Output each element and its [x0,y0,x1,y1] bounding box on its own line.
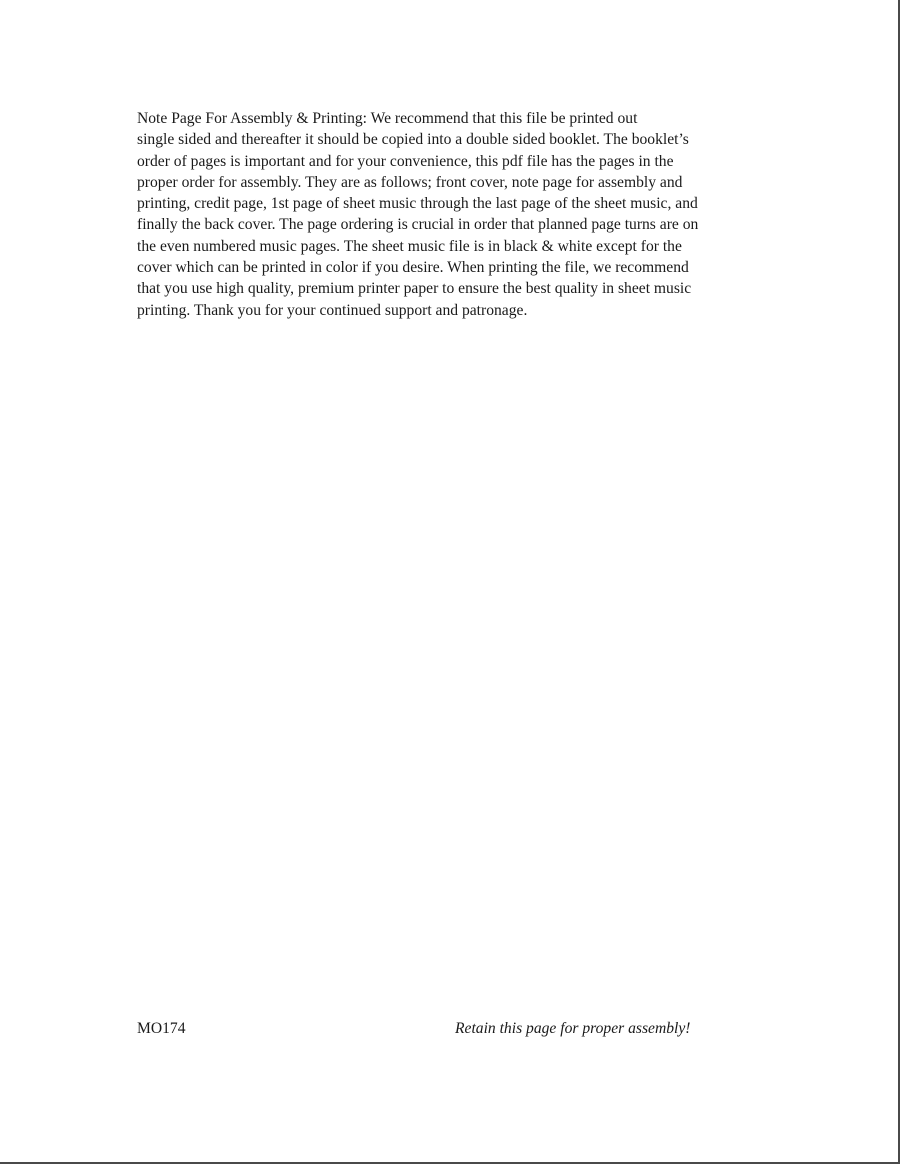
note-line: printing, credit page, 1st page of sheet music through the last page of the sheet music, and [137,195,698,213]
note-line: proper order for assembly. They are as follows; front cover, note page for assembly and [137,173,683,191]
note-line: the even numbered music pages. The sheet music file is in black & white except for the [137,237,682,255]
note-line: printing. Thank you for your continued support and patronage. [137,301,528,319]
assembly-reminder: Retain this page for proper assembly! [455,1020,691,1037]
assembly-note-paragraph [137,108,757,321]
note-line: finally the back cover. The page ordering is crucial in order that planned page turns are on [137,216,699,234]
note-line: cover which can be printed in color if you desire. When printing the file, we recommend [137,259,689,277]
note-line: Note Page For Assembly & Printing: We recommend that this file be printed out [137,110,638,127]
note-line: that you use high quality, premium printer paper to ensure the best quality in sheet music [137,280,692,298]
catalog-code: MO174 [137,1020,186,1037]
note-line: single sided and thereafter it should be copied into a double sided booklet. The booklet’s [137,131,689,149]
note-line: order of pages is important and for your convenience, this pdf file has the pages in the [137,152,674,170]
